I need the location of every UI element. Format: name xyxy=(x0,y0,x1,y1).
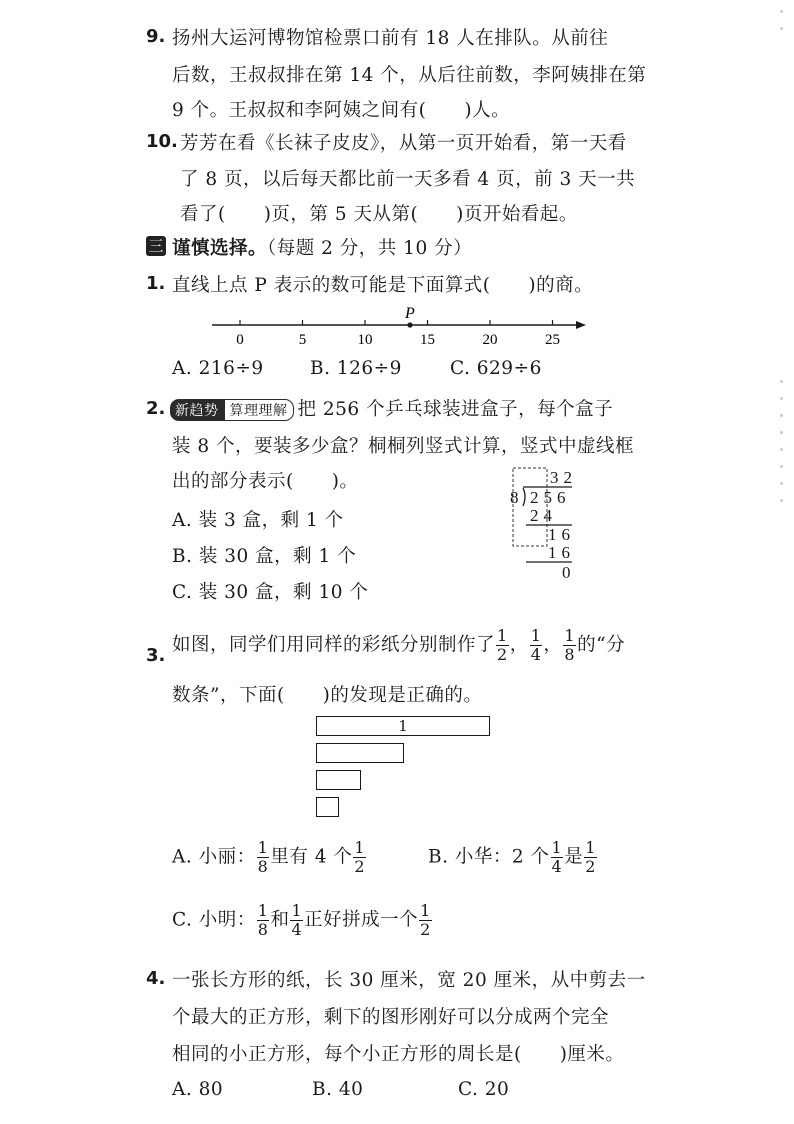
section-title xyxy=(172,234,472,260)
section-title-text: 谨慎选择。 xyxy=(172,238,268,259)
fraction-half: $\frac{1}{2}$ xyxy=(420,901,431,939)
fraction-quarter: $\frac{1}{4}$ xyxy=(291,901,303,939)
long-division-figure xyxy=(500,466,600,586)
question-text: 一张长方形的纸，长 30 厘米，宽 20 厘米，从中剪去一 xyxy=(172,970,646,991)
question-number: 2. xyxy=(146,398,166,419)
fraction-eighth: $\frac{1}{8}$ xyxy=(564,626,576,664)
section-score: （每题 2 分，共 10 分） xyxy=(267,238,473,259)
question-text: 数条”，下面( )的发现是正确的。 xyxy=(172,685,483,706)
option-a[interactable] xyxy=(172,840,367,875)
partial-product-1: 24 xyxy=(530,506,557,525)
option-a[interactable]: A. 216÷9 xyxy=(172,358,264,379)
question-number: 4. xyxy=(146,968,166,989)
fraction-eighth: $\frac{1}{8}$ xyxy=(257,838,269,876)
point-p-label: P xyxy=(405,305,415,322)
option-c[interactable]: C. 20 xyxy=(458,1079,510,1100)
partial-product-2: 16 xyxy=(548,543,575,562)
option-text: C. 小明： xyxy=(172,909,256,931)
question-text-part: 把 256 个乒乓球装进盒子，每个盒子 xyxy=(297,399,614,420)
question-text: 装 8 个，要装多少盒？桐桐列竖式计算，竖式中虚线框 xyxy=(172,436,635,457)
fraction-quarter: $\frac{1}{4}$ xyxy=(551,838,563,876)
option-a[interactable]: A. 80 xyxy=(172,1079,224,1100)
number-line xyxy=(0,300,794,360)
topic-tag: 算理理解 xyxy=(224,399,294,421)
option-b[interactable]: B. 装 30 盒，剩 1 个 xyxy=(172,546,357,567)
strip-whole: 1 xyxy=(316,716,490,736)
question-text: 芳芳在看《长袜子皮皮》，从第一页开始看，第一天看 xyxy=(180,133,627,154)
question-number: 10. xyxy=(146,131,178,152)
tick-label: 10 xyxy=(357,332,373,348)
tick-label: 5 xyxy=(298,332,307,348)
option-b[interactable] xyxy=(428,840,598,875)
dividend: 256 xyxy=(530,488,571,507)
option-text: B. 小华：2 个 xyxy=(428,846,550,868)
margin-dots xyxy=(780,10,783,44)
option-text: A. 小丽： xyxy=(172,846,256,868)
strip-half xyxy=(316,743,404,763)
option-text: 和 xyxy=(270,909,290,931)
tick-label: 25 xyxy=(545,332,560,348)
question-text xyxy=(170,395,613,421)
divisor: 8 xyxy=(510,488,519,507)
option-c[interactable]: C. 629÷6 xyxy=(450,358,542,379)
remainder-2: 0 xyxy=(562,563,571,582)
tick-label: 20 xyxy=(482,332,498,348)
option-text: 是 xyxy=(564,846,584,868)
question-text: 看了( )页，第 5 天从第( )页开始看起。 xyxy=(180,204,578,225)
fraction-half: $\frac{1}{2}$ xyxy=(354,838,366,876)
point-p xyxy=(407,322,412,327)
question-text: 如图，同学们用同样的彩纸分别制作了 $\frac{1}{2}$ ， $\frac{1}{4}$ ， $\frac{1}{8}$ 的“分 xyxy=(172,626,626,664)
option-text: 正好拼成一个 xyxy=(304,909,419,931)
fraction-quarter: $\frac{1}{4}$ xyxy=(530,626,542,664)
question-number: 9. xyxy=(146,26,166,47)
question-number: 3. xyxy=(146,645,166,666)
option-text: 里有 4 个 xyxy=(270,846,353,868)
question-text: 相同的小正方形，每个小正方形的周长是( )厘米。 xyxy=(172,1044,625,1065)
question-text: 9 个。王叔叔和李阿姨之间有( )人。 xyxy=(172,100,511,121)
question-text: 个最大的正方形，剩下的图形刚好可以分成两个完全 xyxy=(172,1007,610,1028)
question-text: 后数，王叔叔排在第 14 个，从后往前数，李阿姨排在第 xyxy=(172,65,647,86)
fraction-half: $\frac{1}{2}$ xyxy=(497,626,508,664)
question-text: 扬州大运河博物馆检票口前有 18 人在排队。从前往 xyxy=(172,28,609,49)
strip-quarter xyxy=(316,770,361,790)
trend-tag: 新趋势 xyxy=(170,399,224,421)
margin-dots xyxy=(780,380,783,516)
text-part: 如图，同学们用同样的彩纸分别制作了 xyxy=(172,634,496,656)
section-badge: 三 xyxy=(146,236,166,256)
option-c[interactable]: C. 装 30 盒，剩 10 个 xyxy=(172,582,369,603)
strip-eighth xyxy=(316,797,339,817)
question-text: 出的部分表示( )。 xyxy=(172,471,359,492)
tick-label: 15 xyxy=(420,332,435,348)
text-part: 的“分 xyxy=(577,634,626,656)
fraction-half: $\frac{1}{2}$ xyxy=(585,838,596,876)
quotient: 32 xyxy=(550,468,577,487)
question-text: 直线上点 P 表示的数可能是下面算式( )的商。 xyxy=(172,275,594,296)
question-number: 1. xyxy=(146,273,166,294)
option-b[interactable]: B. 126÷9 xyxy=(310,358,402,379)
option-a[interactable]: A. 装 3 盒，剩 1 个 xyxy=(172,510,344,531)
remainder-1: 16 xyxy=(548,525,575,544)
fraction-eighth: $\frac{1}{8}$ xyxy=(257,901,269,939)
option-c[interactable] xyxy=(172,903,433,938)
option-b[interactable]: B. 40 xyxy=(312,1079,364,1100)
tick-label: 0 xyxy=(236,332,244,348)
question-text: 了 8 页，以后每天都比前一天多看 4 页，前 3 天一共 xyxy=(180,169,636,190)
